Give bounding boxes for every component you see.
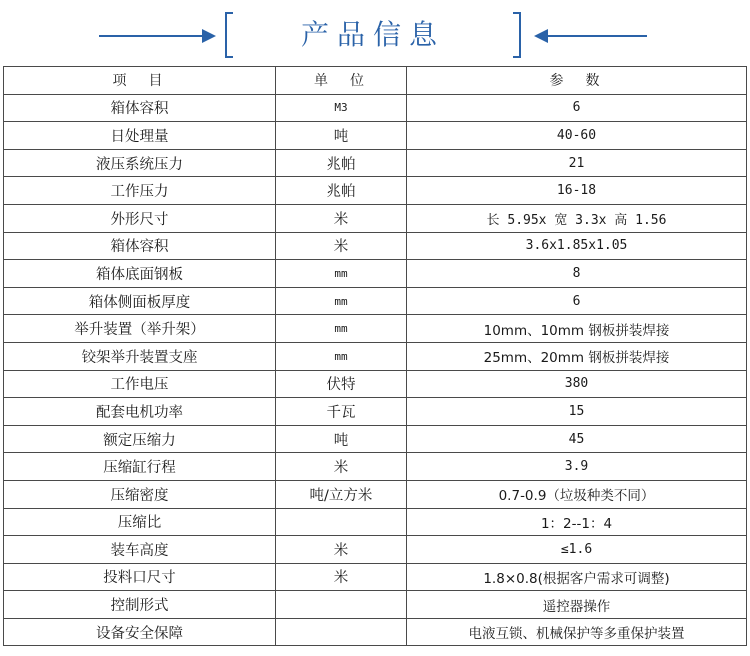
header-item: 项 目 — [4, 67, 276, 95]
cell-param: 6 — [407, 287, 747, 315]
cell-item: 举升装置（举升架） — [4, 315, 276, 343]
cell-item: 额定压缩力 — [4, 425, 276, 453]
table-row — [4, 315, 747, 343]
table-row — [4, 480, 747, 508]
cell-unit: 吨 — [276, 122, 407, 150]
table-row — [4, 425, 747, 453]
cell-param: 1.8×0.8(根据客户需求可调整) — [407, 563, 747, 591]
table-row — [4, 591, 747, 619]
table-row — [4, 508, 747, 536]
banner-right-line — [545, 35, 647, 37]
cell-item: 铰架举升装置支座 — [4, 342, 276, 370]
table-row — [4, 342, 747, 370]
cell-param: 16-18 — [407, 177, 747, 205]
cell-unit: 米 — [276, 536, 407, 564]
cell-param: 6 — [407, 94, 747, 122]
cell-param: 10mm、10mm 钢板拼装焊接 — [407, 315, 747, 343]
table-row — [4, 453, 747, 481]
cell-item: 箱体侧面板厚度 — [4, 287, 276, 315]
cell-unit: 米 — [276, 453, 407, 481]
table-row — [4, 177, 747, 205]
cell-unit: 米 — [276, 563, 407, 591]
cell-param: 1：2--1：4 — [407, 508, 747, 536]
table-row — [4, 149, 747, 177]
page-title: 产品信息 — [300, 18, 445, 51]
cell-unit: mm — [276, 260, 407, 288]
cell-unit: mm — [276, 315, 407, 343]
cell-item: 液压系统压力 — [4, 149, 276, 177]
cell-param: 遥控器操作 — [407, 591, 747, 619]
cell-param: 0.7-0.9（垃圾种类不同） — [407, 480, 747, 508]
cell-param: 长 5.95x 宽 3.3x 高 1.56 — [407, 204, 747, 232]
cell-item: 日处理量 — [4, 122, 276, 150]
cell-param: 21 — [407, 149, 747, 177]
table-row — [4, 618, 747, 646]
cell-unit — [276, 618, 407, 646]
cell-param: 25mm、20mm 钢板拼装焊接 — [407, 342, 747, 370]
cell-unit — [276, 508, 407, 536]
cell-unit: 兆帕 — [276, 177, 407, 205]
cell-item: 设备安全保障 — [4, 618, 276, 646]
table-row — [4, 398, 747, 426]
header-unit: 单 位 — [276, 67, 407, 95]
cell-unit — [276, 591, 407, 619]
table-row — [4, 370, 747, 398]
cell-item: 箱体容积 — [4, 94, 276, 122]
header-param: 参 数 — [407, 67, 747, 95]
cell-param: 40-60 — [407, 122, 747, 150]
table-body — [4, 94, 747, 646]
cell-param: 8 — [407, 260, 747, 288]
table-row — [4, 260, 747, 288]
cell-param: 45 — [407, 425, 747, 453]
cell-unit: 千瓦 — [276, 398, 407, 426]
cell-param: 电液互锁、机械保护等多重保护装置 — [407, 618, 747, 646]
arrow-right-icon — [202, 29, 216, 43]
cell-param: 380 — [407, 370, 747, 398]
table-row — [4, 204, 747, 232]
cell-unit: mm — [276, 287, 407, 315]
cell-item: 压缩比 — [4, 508, 276, 536]
title-banner — [0, 0, 750, 66]
table-header-row — [4, 67, 747, 95]
table-row — [4, 536, 747, 564]
cell-unit: M3 — [276, 94, 407, 122]
banner-frame — [225, 12, 521, 58]
cell-param: 15 — [407, 398, 747, 426]
table-row — [4, 232, 747, 260]
cell-unit: 兆帕 — [276, 149, 407, 177]
cell-unit: 米 — [276, 204, 407, 232]
cell-unit: mm — [276, 342, 407, 370]
cell-unit: 伏特 — [276, 370, 407, 398]
table-row — [4, 94, 747, 122]
cell-unit: 吨/立方米 — [276, 480, 407, 508]
banner-left-line — [99, 35, 207, 37]
spec-table — [3, 66, 747, 646]
table-row — [4, 563, 747, 591]
table-row — [4, 287, 747, 315]
cell-item: 装车高度 — [4, 536, 276, 564]
cell-unit: 米 — [276, 232, 407, 260]
cell-param: 3.6x1.85x1.05 — [407, 232, 747, 260]
cell-item: 压缩缸行程 — [4, 453, 276, 481]
cell-param: 3.9 — [407, 453, 747, 481]
cell-item: 工作压力 — [4, 177, 276, 205]
cell-item: 配套电机功率 — [4, 398, 276, 426]
table-row — [4, 122, 747, 150]
cell-item: 箱体底面钢板 — [4, 260, 276, 288]
cell-item: 投料口尺寸 — [4, 563, 276, 591]
cell-item: 控制形式 — [4, 591, 276, 619]
cell-param: ≤1.6 — [407, 536, 747, 564]
cell-item: 工作电压 — [4, 370, 276, 398]
cell-item: 外形尺寸 — [4, 204, 276, 232]
cell-item: 箱体容积 — [4, 232, 276, 260]
cell-item: 压缩密度 — [4, 480, 276, 508]
cell-unit: 吨 — [276, 425, 407, 453]
